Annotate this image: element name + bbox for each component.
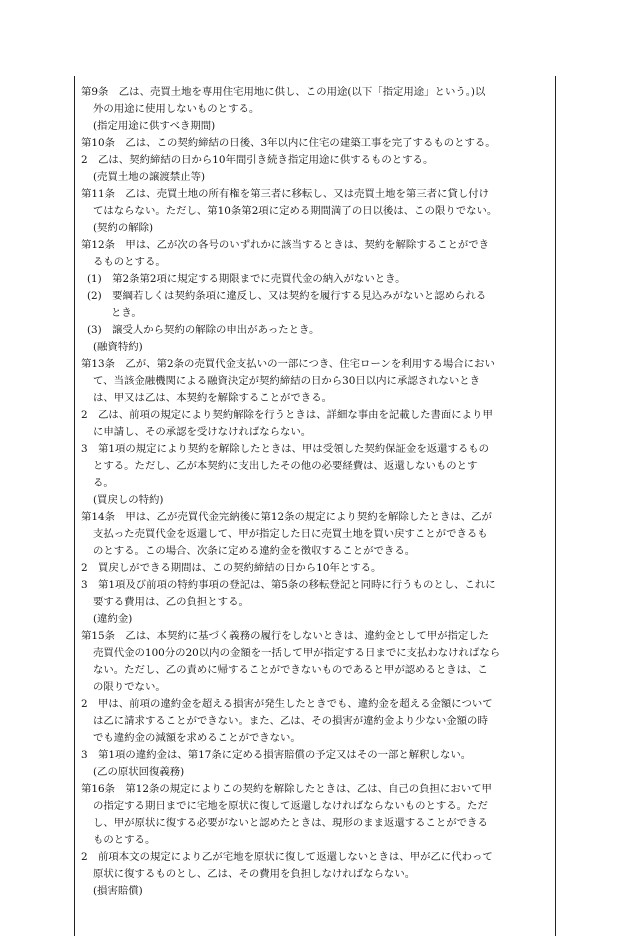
line-text: (乙の原状回復義務) [93,766,185,778]
article-continuation-line [81,866,551,883]
line-text: 2 甲は、前項の違約金を超える損害が発生したときでも、違約金を超える金額について [81,698,493,710]
line-text: 要する費用は、乙の負担とする。 [93,596,249,608]
line-text: 第14条 甲は、乙が売買代金完納後に第12条の規定により契約を解除したときは、乙が [81,511,492,523]
article-line [81,747,551,764]
line-text: て、当該金融機関による融資決定が契約締結の日から30日以内に承認されないとき [93,375,481,387]
article-continuation-line [81,458,551,475]
article-continuation-line [81,645,551,662]
line-text: し、甲が原状に復する必要がないと認めたときは、現形のまま返還することができる [93,817,488,829]
article-line [81,441,551,458]
article-line [81,781,551,798]
article-continuation-line [81,526,551,543]
line-text: (2) 要綱若しくは契約条項に違反し、又は契約を履行する見込みがないと認められる [87,290,487,302]
article-heading [81,883,551,900]
line-text: 3 第1項の規定により契約を解除したときは、甲は受領した契約保証金を返還するもの [81,443,490,455]
article-continuation-line [81,203,551,220]
article-continuation-line [81,679,551,696]
article-continuation-line [81,390,551,407]
line-text: てはならない。ただし、第10条第2項に定める期間満了の日以後は、この限りでない。 [93,205,498,217]
article-line [81,696,551,713]
article-line [81,849,551,866]
article-heading [81,492,551,509]
line-text: とする。ただし、乙が本契約に支出したその他の必要経費は、返還しないものとす [93,460,478,472]
article-line [81,186,551,203]
article-heading [81,169,551,186]
line-text: の指定する期日までに宅地を原状に復して返還しなければならないものとする。ただ [93,800,488,812]
article-heading [81,220,551,237]
article-continuation-line [81,424,551,441]
line-text: でも違約金の減額を求めることができない。 [93,732,301,744]
article-line [81,356,551,373]
line-text: のとする。この場合、次条に定める違約金を徴収することができる。 [93,545,416,557]
article-continuation-line [81,543,551,560]
article-line [81,237,551,254]
numbered-item-line [81,288,551,305]
article-heading [81,611,551,628]
line-text: 3 第1項の違約金は、第17条に定める損害賠償の予定又はその一部と解釈しない。 [81,749,472,761]
line-text: 第12条 甲は、乙が次の各号のいずれかに該当するときは、契約を解除することができ [81,239,490,251]
line-text: (契約の解除) [93,222,154,234]
line-text: (融資特約) [93,341,143,353]
article-heading [81,118,551,135]
line-text: 第11条 乙は、売買土地の所有権を第三者に移転し、又は売買土地を第三者に貸し付け [81,188,490,200]
line-text: 外の用途に使用しないものとする。 [93,103,260,115]
line-text: の限りでない。 [93,681,166,693]
line-text: 2 買戻しができる期間は、この契約締結の日から10年とする。 [81,562,382,574]
line-text: 支払った売買代金を返還して、甲が指定した日に売買土地を買い戻すことができるも [93,528,488,540]
line-text: (1) 第2条第2項に規定する期限までに売買代金の納入がないとき。 [87,273,406,285]
article-line [81,135,551,152]
article-line [81,152,551,169]
line-text: (違約金) [93,613,133,625]
article-continuation-line [81,662,551,679]
line-text: ない。ただし、乙の責めに帰することができないものであると甲が認めるときは、こ [93,664,488,676]
line-text: 第13条 乙が、第2条の売買代金支払いの一部につき、住宅ローンを利用する場合におい [81,358,495,370]
line-text: とき。 [111,307,142,319]
article-line [81,577,551,594]
line-text: 第10条 乙は、この契約締結の日後、3年以内に住宅の建築工事を完了するものとする。 [81,137,496,149]
article-line [81,560,551,577]
line-text: る。 [93,477,114,489]
article-continuation-line [81,815,551,832]
article-continuation-line [81,713,551,730]
line-text: (損害賠償) [93,885,143,897]
article-continuation-line [81,101,551,118]
line-text: (売買土地の譲渡禁止等) [93,171,206,183]
line-text: 第16条 第12条の規定によりこの契約を解除したときは、乙は、自己の負担において甲 [81,783,492,795]
article-continuation-line [81,594,551,611]
article-continuation-line [81,373,551,390]
article-continuation-line [81,832,551,849]
line-text: 第15条 乙は、本契約に基づく義務の履行をしないときは、違約金として甲が指定した [81,630,490,642]
article-line [81,628,551,645]
article-continuation-line [81,254,551,271]
line-text: 2 前項本文の規定により乙が宅地を原状に復して返還しないときは、甲が乙に代わって [81,851,493,863]
article-line [81,84,551,101]
contract-text-body [81,84,551,900]
line-text: は、甲又は乙は、本契約を解除することができる。 [93,392,332,404]
article-line [81,509,551,526]
line-text: 2 乙は、契約締結の日から10年間引き続き指定用途に供するものとする。 [81,154,434,166]
line-text: に申請し、その承認を受けなければならない。 [93,426,312,438]
article-continuation-line [81,475,551,492]
line-text: (指定用途に供すべき期間) [93,120,216,132]
line-text: は乙に請求することができない。また、乙は、その損害が違約金より少ない金額の時 [93,715,488,727]
line-text: 売買代金の100分の20以内の金額を一括して甲が指定する日までに支払わなければなら [93,647,501,659]
line-text: (3) 譲受人から契約の解除の申出があったとき。 [87,324,320,336]
line-text: 2 乙は、前項の規定により契約解除を行うときは、詳細な事由を記載した書面により甲 [81,409,493,421]
line-text: 第9条 乙は、売買土地を専用住宅用地に供し、この用途(以下「指定用途」という。)以 [81,86,486,98]
article-heading [81,339,551,356]
line-text: (買戻しの特約) [93,494,164,506]
article-continuation-line [81,798,551,815]
numbered-item-continuation-line [81,305,551,322]
article-continuation-line [81,730,551,747]
article-line [81,407,551,424]
line-text: 原状に復するものとし、乙は、その費用を負担しなければならない。 [93,868,416,880]
line-text: ものとする。 [93,834,156,846]
line-text: るものとする。 [93,256,166,268]
line-text: 3 第1項及び前項の特約事項の登記は、第5条の移転登記と同時に行うものとし、これに [81,579,496,591]
numbered-item-line [81,322,551,339]
numbered-item-line [81,271,551,288]
article-heading [81,764,551,781]
